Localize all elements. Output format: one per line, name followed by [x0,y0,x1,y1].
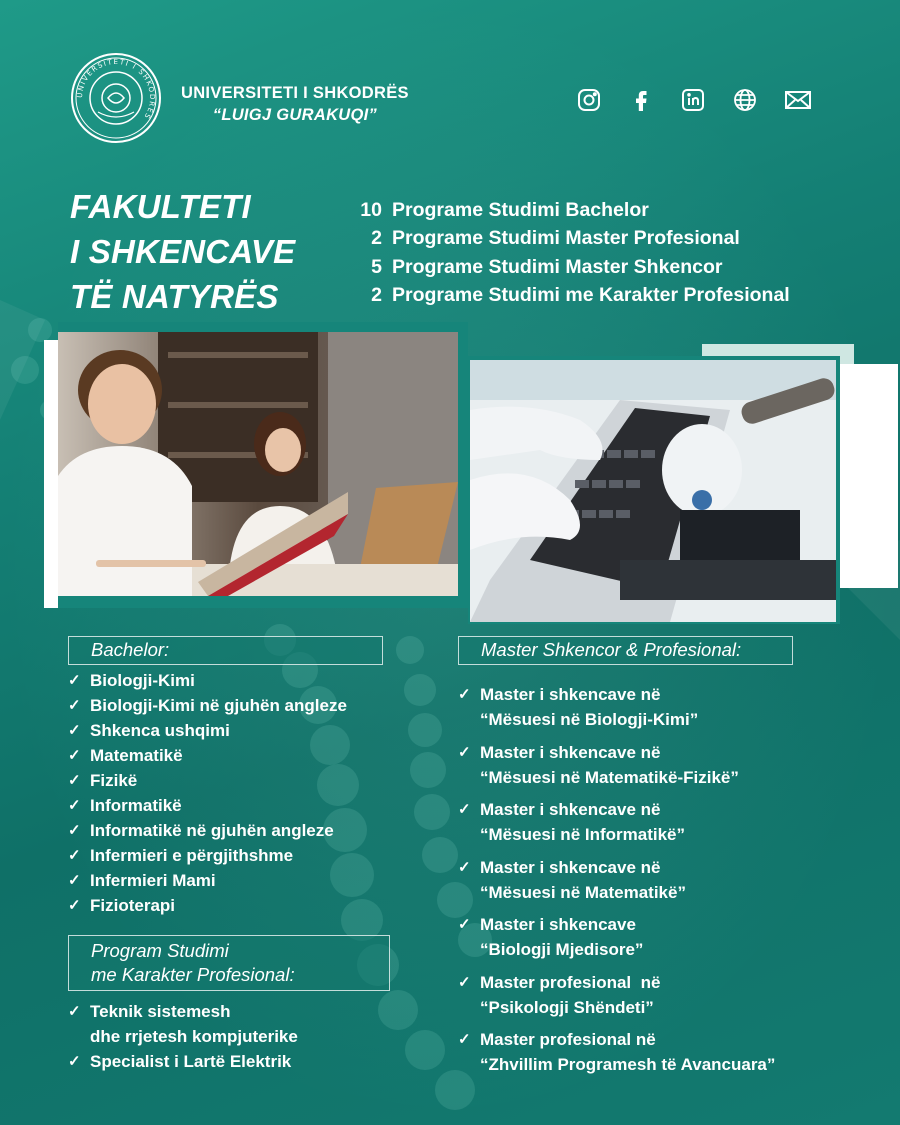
university-name [181,82,409,126]
bachelor-program: Informatikë [90,796,182,815]
instagram-icon[interactable] [577,88,601,112]
check-icon: ✓ [68,672,81,689]
bachelor-program: Matematikë [90,746,183,765]
faculty-title-line1: FAKULTETI [70,188,251,225]
check-icon: ✓ [68,1053,81,1070]
professional-list [68,999,298,1074]
program-count-number: 5 [371,255,382,278]
globe-icon[interactable] [733,88,757,112]
students-photo [58,332,458,596]
program-count-number: 10 [360,198,382,221]
check-icon: ✓ [458,1031,471,1048]
check-icon: ✓ [458,686,471,703]
bachelor-program: Biologji-Kimi [90,671,195,690]
faculty-title-line3: TË NATYRËS [70,278,279,315]
list-item [68,693,347,718]
list-item [458,912,775,962]
master-program-line1: Master i shkencave në [480,685,661,704]
professional-title-line1: Program Studimi [91,940,229,961]
bachelor-program: Infermieri e përgjithshme [90,846,294,865]
bachelor-program: Shkenca ushqimi [90,721,230,740]
master-program-line1: Master i shkencave në [480,857,661,877]
check-icon: ✓ [68,872,81,889]
lab-photo [470,360,836,622]
facebook-icon[interactable] [629,88,653,112]
check-icon: ✓ [68,697,81,714]
university-name-line1: UNIVERSITETI I SHKODRËS [181,84,409,102]
faculty-title-line2: I SHKENCAVE [70,233,296,270]
master-header [458,636,793,665]
professional-program-line1: Specialist i Lartë Elektrik [90,1052,292,1071]
mail-icon[interactable] [785,88,809,112]
list-item [68,718,347,743]
program-counts [358,196,790,310]
check-icon: ✓ [68,1003,81,1020]
master-program-line2: “Mësuesi në Matematikë-Fizikë” [480,767,739,787]
bachelor-list [68,668,347,918]
bachelor-title: Bachelor: [91,639,170,660]
bachelor-program: Infermieri Mami [90,871,216,890]
list-item [68,818,347,843]
program-count-row [358,282,790,311]
master-program-line2: “Mësuesi në Biologji-Kimi” [480,710,699,729]
check-icon: ✓ [68,847,81,864]
professional-program-line1: Teknik sistemesh [90,1002,231,1021]
photo-frame-right [838,364,898,588]
faculty-title [70,184,295,319]
program-count-row [358,253,790,282]
master-program-line1: Master i shkencave në [480,742,661,762]
linkedin-icon[interactable] [681,88,705,112]
check-icon: ✓ [68,897,81,914]
list-item [68,768,347,793]
master-program-line2: “Zhvillim Programesh të Avancuara” [480,1055,776,1074]
program-count-label: Programe Studimi Master Profesional [392,227,740,250]
professional-program-line2: dhe rrjetesh kompjuterike [90,1027,298,1046]
check-icon: ✓ [458,916,471,933]
master-program-line1: Master i shkencave [480,915,636,934]
list-item [68,843,347,868]
university-name-line2: “LUIGJ GURAKUQI” [212,106,378,124]
list-item [458,740,775,790]
check-icon: ✓ [458,973,471,991]
list-item [68,868,347,893]
list-item [458,855,775,905]
list-item [68,793,347,818]
check-icon: ✓ [68,772,81,789]
list-item [68,743,347,768]
list-item [68,668,347,693]
master-program-line1: Master profesional në [480,1030,656,1049]
svg-text:UNIVERSITETI I SHKODRËS: UNIVERSITETI I SHKODRËS [75,57,157,121]
master-program-line2: “Psikologji Shëndeti” [480,997,654,1017]
master-program-line2: “Mësuesi në Matematikë” [480,882,686,902]
program-count-number: 2 [371,227,382,250]
bachelor-header [68,636,383,665]
check-icon: ✓ [68,722,81,739]
bachelor-program: Fizioterapi [90,896,176,915]
program-count-label: Programe Studimi me Karakter Profesional [392,284,790,307]
program-count-number: 2 [371,284,382,307]
professional-header [68,935,390,991]
check-icon: ✓ [68,797,81,814]
list-item [458,1027,775,1077]
list-item [458,970,775,1020]
master-program-line1: Master i shkencave në [480,800,661,819]
master-program-line2: “Biologji Mjedisore” [480,940,644,959]
list-item [458,797,775,847]
list-item [68,893,347,918]
program-count-row [358,196,790,225]
master-program-line2: “Mësuesi në Informatikë” [480,825,686,844]
master-program-line1: Master profesional në [480,972,661,992]
program-count-label: Programe Studimi Master Shkencor [392,255,723,278]
social-links [577,88,809,112]
list-item [68,1049,298,1074]
university-seal [70,52,162,144]
professional-title-line2: me Karakter Profesional: [91,964,295,985]
master-list [458,682,775,1077]
check-icon: ✓ [458,858,471,876]
bachelor-program: Fizikë [90,771,138,790]
check-icon: ✓ [458,743,471,761]
list-item [68,999,298,1049]
bachelor-program: Informatikë në gjuhën angleze [90,821,334,840]
master-title: Master Shkencor & Profesional: [481,639,742,660]
program-count-label: Programe Studimi Bachelor [392,198,649,221]
program-count-row [358,225,790,254]
check-icon: ✓ [68,822,81,839]
list-item [458,682,775,732]
bachelor-program: Biologji-Kimi në gjuhën angleze [90,696,347,715]
check-icon: ✓ [458,801,471,818]
check-icon: ✓ [68,747,81,764]
